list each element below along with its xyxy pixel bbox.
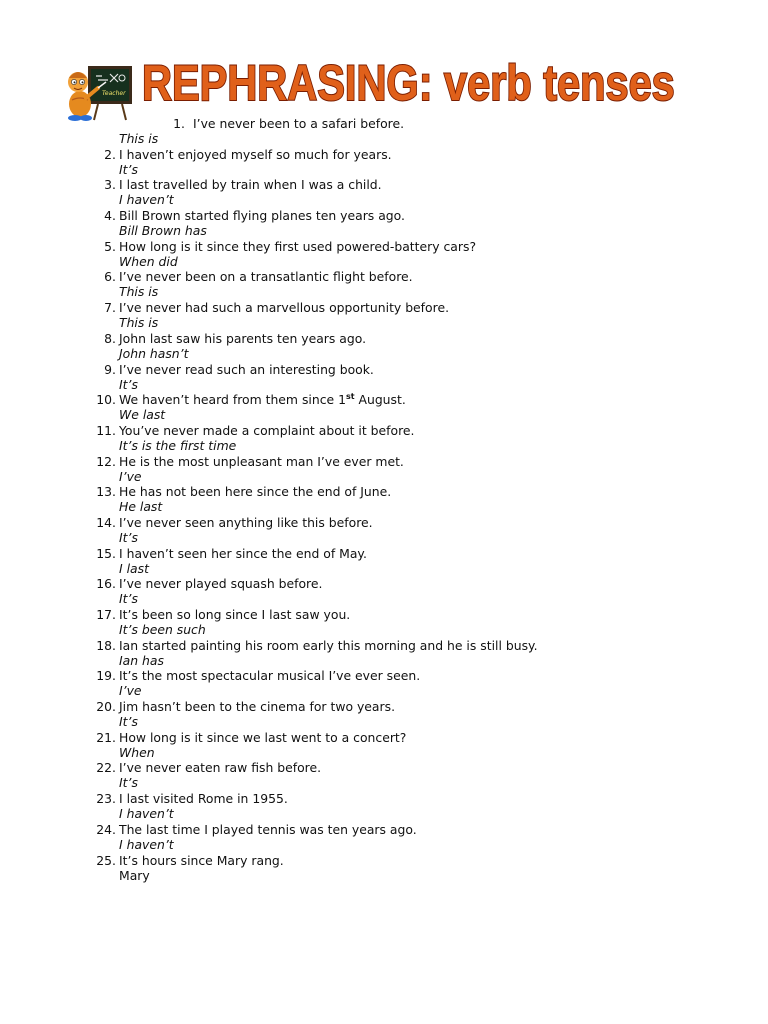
- item-prompt: It’s been such: [119, 622, 206, 637]
- item-number: 7.: [104, 300, 116, 316]
- sentence-text: We haven’t heard from them since 1: [119, 392, 346, 408]
- item-sentence: I’ve never been to a safari before.: [193, 116, 405, 131]
- item-prompt: It’s is the first time: [119, 437, 237, 453]
- item-sentence: He is the most unpleasant man I’ve ever met.: [119, 453, 404, 469]
- item-prompt: Bill Brown has: [119, 223, 207, 239]
- item-sentence: [119, 393, 406, 407]
- item-sentence: I haven’t enjoyed myself so much for years.: [119, 146, 392, 162]
- item-sentence: It’s been so long since I last saw you.: [119, 607, 351, 622]
- item-sentence: John last saw his parents ten years ago.: [119, 330, 367, 346]
- item-sentence: How long is it since they first used powered-battery cars?: [119, 238, 477, 254]
- list-item: [0, 454, 768, 485]
- item-sentence: Ian started painting his room early this morning and he is still busy.: [119, 637, 538, 653]
- item-number: 10.: [96, 392, 116, 408]
- item-number: 1.: [173, 116, 185, 131]
- list-item: [0, 760, 768, 791]
- item-sentence: I’ve never seen anything like this before.: [119, 514, 373, 530]
- item-number: 24.: [96, 821, 116, 837]
- item-prompt: John hasn’t: [119, 345, 189, 361]
- item-number: 25.: [96, 852, 116, 868]
- list-item: [0, 576, 768, 607]
- list-item: [0, 822, 768, 853]
- item-number: 21.: [96, 729, 116, 745]
- item-sentence: Bill Brown started flying planes ten years ago.: [119, 208, 405, 224]
- list-item: [0, 300, 768, 331]
- item-sentence: He has not been here since the end of June.: [119, 484, 392, 500]
- item-number: 13.: [96, 484, 116, 500]
- item-prompt: It’s: [119, 376, 138, 392]
- item-number: 3.: [104, 177, 116, 193]
- item-number: 12.: [96, 453, 116, 469]
- list-item: [0, 331, 768, 362]
- item-number: 22.: [96, 760, 116, 776]
- item-sentence: I last visited Rome in 1955.: [119, 791, 288, 807]
- item-prompt: I haven’t: [119, 806, 174, 822]
- item-prompt: It’s: [119, 591, 138, 607]
- item-number: 8.: [104, 330, 116, 346]
- item-number: 19.: [96, 668, 116, 684]
- item-prompt: He last: [119, 499, 163, 515]
- item-number: 20.: [96, 699, 116, 715]
- item-number: 5.: [104, 238, 116, 254]
- list-item: [0, 668, 768, 699]
- item-sentence: It’s the most spectacular musical I’ve ever seen.: [119, 668, 421, 684]
- item-sentence: I’ve never eaten raw fish before.: [119, 760, 322, 776]
- list-item: [0, 423, 768, 454]
- item-number: 4.: [104, 208, 116, 224]
- item-number: 16.: [96, 576, 116, 592]
- list-item: [0, 515, 768, 546]
- item-prompt: It’s: [119, 775, 138, 791]
- item-prompt: When: [119, 744, 155, 760]
- list-item: [0, 607, 768, 638]
- item-number: 2.: [104, 146, 116, 162]
- list-item: [0, 638, 768, 669]
- item-prompt: Mary: [119, 867, 150, 883]
- item-prompt: I haven’t: [119, 836, 174, 852]
- list-item: [0, 392, 768, 423]
- item-number: 9.: [104, 361, 116, 377]
- item-number: 15.: [96, 545, 116, 561]
- item-prompt: I’ve: [119, 683, 142, 699]
- item-prompt: I haven’t: [119, 192, 174, 208]
- list-item: [0, 269, 768, 300]
- list-item: [0, 853, 768, 884]
- list-item: [0, 239, 768, 270]
- ordinal-suffix: st: [345, 392, 355, 402]
- item-prompt: It’s: [119, 529, 138, 545]
- list-item: [0, 362, 768, 393]
- list-item: [0, 484, 768, 515]
- item-prompt: Ian has: [119, 652, 164, 668]
- list-item: [0, 699, 768, 730]
- sentence-text: August.: [354, 392, 406, 408]
- list-item: [0, 791, 768, 822]
- teacher-clipart-icon: [64, 64, 142, 122]
- list-item: [0, 546, 768, 577]
- page-title: REPHRASING: verb tenses: [142, 55, 675, 111]
- item-prompt: This is: [119, 315, 159, 331]
- list-item: [0, 730, 768, 761]
- item-number: 23.: [96, 791, 116, 807]
- item-sentence: The last time I played tennis was ten years ago.: [119, 821, 417, 837]
- item-number: 18.: [96, 637, 116, 653]
- item-number: 11.: [96, 422, 116, 438]
- item-sentence: Jim hasn’t been to the cinema for two years.: [119, 699, 396, 715]
- item-prompt: I last: [119, 560, 149, 576]
- item-prompt: This is: [119, 284, 159, 300]
- item-prompt: This is: [119, 131, 159, 146]
- item-number: 6.: [104, 269, 116, 285]
- item-sentence: I’ve never had such a marvellous opportunity before.: [119, 300, 450, 316]
- item-sentence: I haven’t seen her since the end of May.: [119, 545, 367, 561]
- board-caption: Teacher: [102, 90, 126, 97]
- list-item: [0, 177, 768, 208]
- item-prompt: It’s: [119, 714, 138, 730]
- item-sentence: You’ve never made a complaint about it before.: [119, 422, 415, 438]
- item-number: 17.: [96, 607, 116, 622]
- list-item: [0, 116, 768, 147]
- item-prompt: I’ve: [119, 468, 142, 484]
- item-sentence: I’ve never been on a transatlantic flight before.: [119, 269, 413, 285]
- item-prompt: It’s: [119, 161, 138, 177]
- item-prompt: We last: [119, 407, 166, 423]
- item-sentence: It’s hours since Mary rang.: [119, 852, 284, 868]
- item-sentence: I last travelled by train when I was a child.: [119, 177, 382, 193]
- exercise-list: [0, 116, 768, 883]
- item-prompt: When did: [119, 253, 178, 269]
- item-sentence: I’ve never played squash before.: [119, 576, 323, 592]
- item-number: 14.: [96, 514, 116, 530]
- list-item: [0, 147, 768, 178]
- item-sentence: How long is it since we last went to a concert?: [119, 729, 407, 745]
- list-item: [0, 208, 768, 239]
- item-sentence: I’ve never read such an interesting book.: [119, 361, 374, 377]
